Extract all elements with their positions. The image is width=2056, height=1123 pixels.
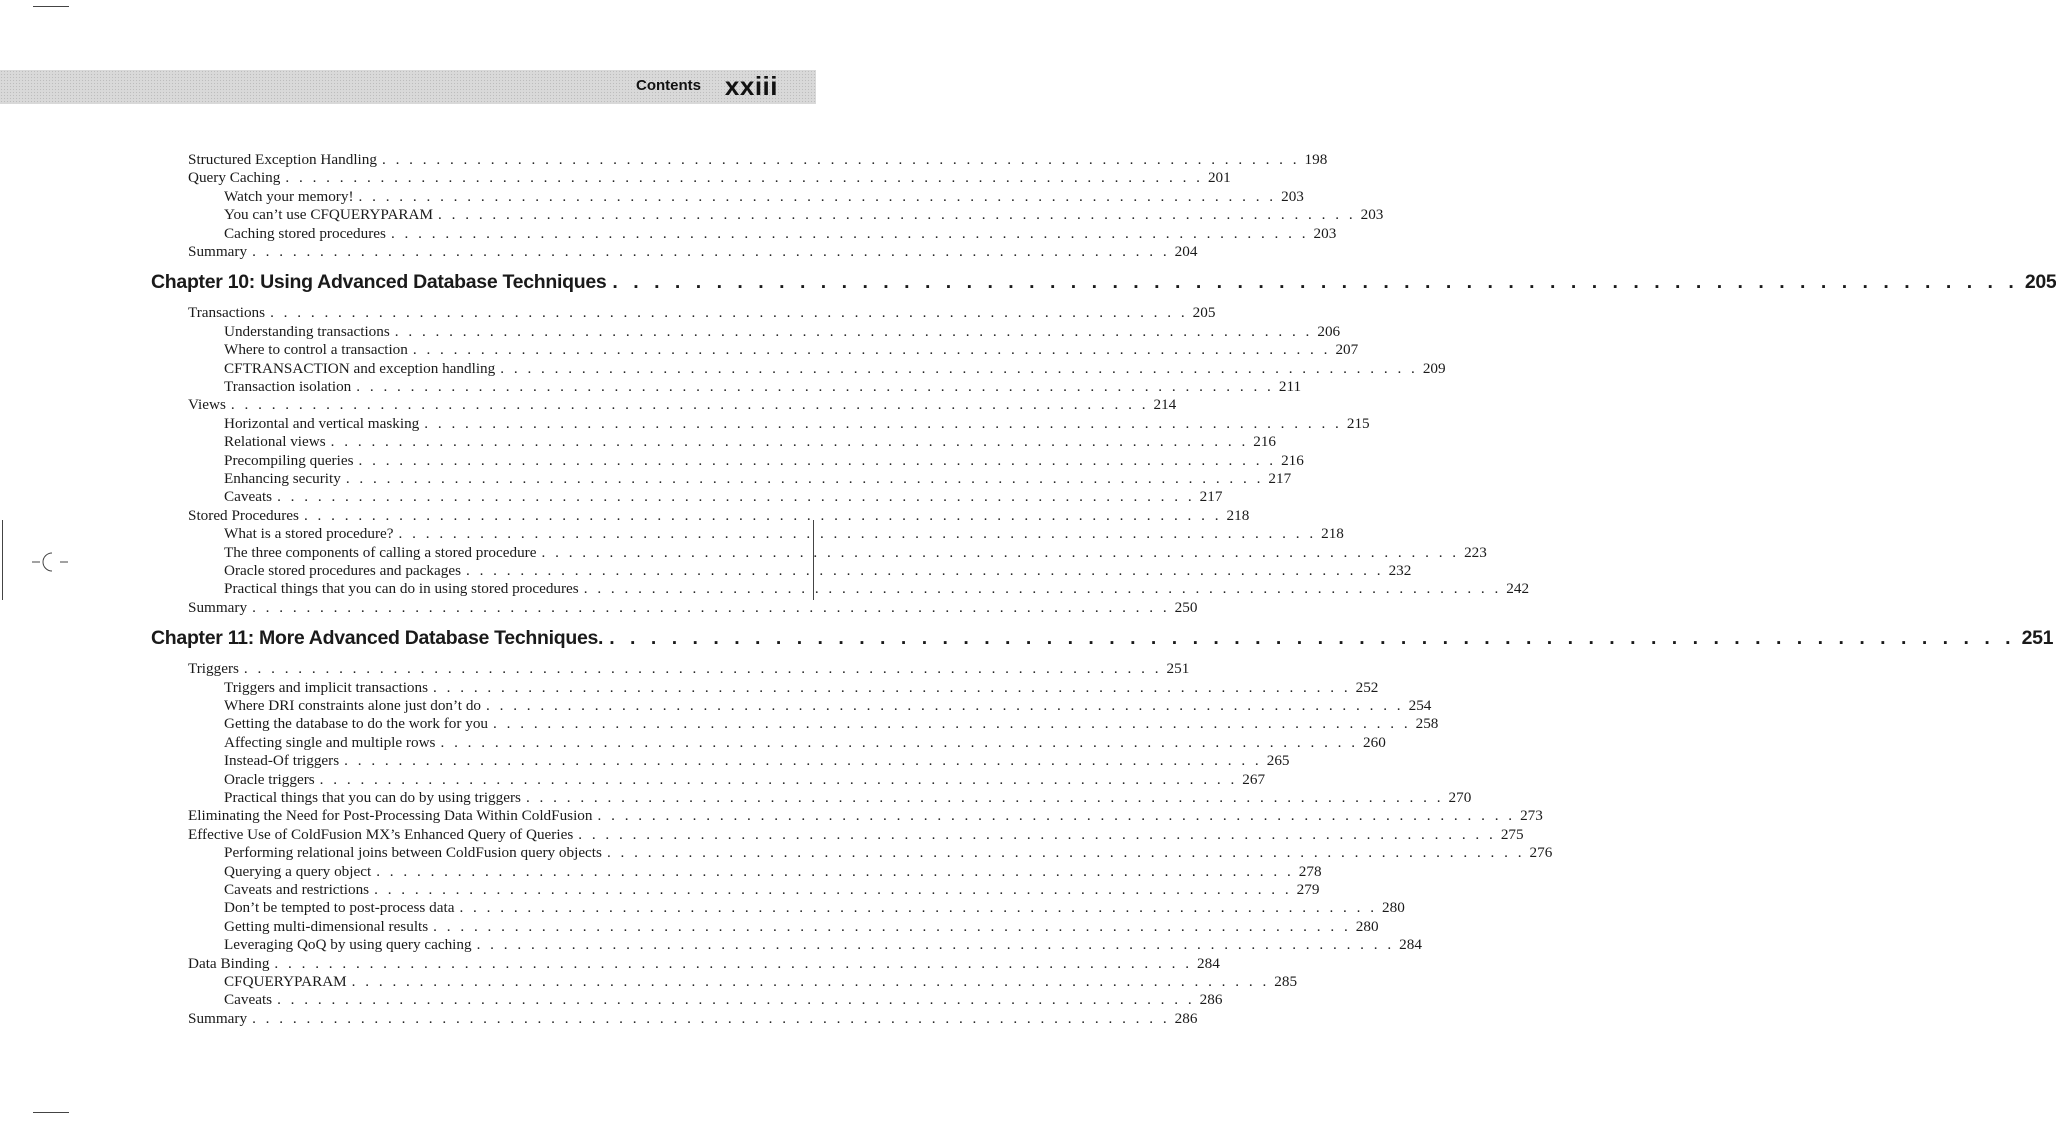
entry-title: Where to control a transaction [224,341,408,359]
dot-leader: . . . . . . . . . . . . . . . . . . . . . . . . . . . . . . . . . . . . . . . . . . . . . . . . . . . . . . . . . . . . . . . . . . . . [541,543,1460,561]
entry-title: Chapter 11: More Advanced Database Techniques. [151,627,604,650]
entry-page-number: 251 [1166,660,1190,678]
toc-subsection-entry [224,414,1370,433]
entry-page-number: 280 [1355,917,1379,935]
entry-title: Caveats [224,488,273,506]
toc-subsection-entry [224,322,1341,341]
toc-section-entry [188,304,1216,322]
entry-page-number: 201 [1207,169,1231,187]
toc-subsection-entry [224,678,1379,697]
entry-title: Oracle stored procedures and packages [224,562,461,579]
entry-page-number: 206 [1317,322,1341,340]
dot-leader: . . . . . . . . . . . . . . . . . . . . . . . . . . . . . . . . . . . . . . . . . . . . . . . . . . . . . . . . . . . . . . . . . . . . [358,187,1277,205]
entry-title: CFQUERYPARAM [224,973,347,990]
entry-title: Stored Procedures [188,506,299,524]
toc-subsection-entry [224,770,1266,789]
chapter-heading [151,270,2056,294]
toc-subsection-entry [224,844,1553,862]
toc-section-entry [188,825,1524,844]
toc-section-entry [188,660,1190,678]
entry-title: Getting the database to do the work for you [224,715,489,733]
dot-leader: . . . . . . . . . . . . . . . . . . . . . . . . . . . . . . . . . . . . . . . . . . . . . . . . . . . . . . . . . . . . . . . . . . . . [433,917,1351,935]
entry-page-number: 278 [1298,862,1322,880]
entry-title: Triggers and implicit transactions [224,678,429,696]
entry-page-number: 279 [1296,881,1320,898]
entry-page-number: 207 [1335,341,1359,359]
chapter-heading [151,626,2054,650]
toc-subsection-entry [224,433,1277,451]
entry-page-number: 254 [1408,697,1432,714]
crop-mark-top-left [33,6,69,7]
entry-page-number: 204 [1174,243,1198,260]
entry-title: Summary [188,243,248,260]
dot-leader: . . . . . . . . . . . . . . . . . . . . . . . . . . . . . . . . . . . . . . . . . . . . . . . . . . . . . . . . . . . . . . . . . . . . [243,660,1162,678]
dot-leader: . . . . . . . . . . . . . . . . . . . . . . . . . . . . . . . . . . . . . . . . . . . . . . . . . . . . . . . . . . . . . . . . . . . . [459,899,1378,917]
entry-page-number: 232 [1388,562,1412,579]
dot-leader: . . . . . . . . . . . . . . . . . . . . . . . . . . . . . . . . . . . . . . . . . . . . . . . . . . . . . . . . . . . . . . . . . . . . [344,752,1262,770]
dot-leader: . . . . . . . . . . . . . . . . . . . . . . . . . . . . . . . . . . . . . . . . . . . . . . . . . . . . . . . . . . . . . . . . . . . . [525,789,1444,806]
entry-page-number: 218 [1226,506,1250,524]
dot-leader: . . . . . . . . . . . . . . . . . . . . . . . . . . . . . . . . . . . . . . . . . . . . . . . . . . . . . . . . . . . . . . . . . . . . [390,224,1309,242]
dot-leader: . . . . . . . . . . . . . . . . . . . . . . . . . . . . . . . . . . . . . . . . . . . . . . . . . . . . . . . . . . . . . . . . . . . . [394,322,1313,340]
toc-subsection-entry [224,733,1386,752]
entry-page-number: 223 [1464,543,1487,561]
page-number: xxiii [724,71,778,101]
toc-subsection-entry [224,359,1446,378]
entry-title: Eliminating the Need for Post-Processing Data Within ColdFusion [188,807,593,825]
entry-title: Caching stored procedures [224,224,386,242]
entry-page-number: 250 [1174,598,1198,616]
dot-leader: . . . . . . . . . . . . . . . . . . . . . . . . . . . . . . . . . . . . . . . . . . . . . . . . . . . . . . . . . . . . . . . . . . . . [285,169,1203,187]
entry-page-number: 211 [1278,378,1302,395]
entry-page-number: 251 [2021,627,2054,650]
dot-leader: . . . . . . . . . . . . . . . . . . . . . . . . . . . . . . . . . . . . . . . . . . . . . . . . . . . . . . . . . . . . . . . . . . . . [277,488,1195,506]
dot-leader: . . . . . . . . . . . . . . . . . . . . . . . . . . . . . . . . . . . . . . . . . . . . . . . . . . . . . . . . . . . . . . . . . . . . [412,341,1331,359]
entry-page-number: 203 [1360,206,1384,224]
entry-page-number: 286 [1174,1009,1198,1027]
dot-leader: . . . . . . . . . . . . . . . . . . . . . . . . . . . . . . . . . . . . . . . . . . . . . . . . . . . . . . . . . . . . . . . . . . . . [440,733,1359,751]
entry-page-number: 218 [1321,525,1344,543]
entry-page-number: 217 [1199,488,1223,506]
toc-subsection-entry [224,973,1298,991]
toc-section-entry [188,151,1328,169]
toc-subsection-entry [224,187,1304,206]
entry-page-number: 216 [1253,433,1277,451]
entry-page-number: 270 [1448,789,1472,806]
toc-section-entry [188,243,1198,261]
dot-leader: . . . . . . . . . . . . . . . . . . . . . . . . . . . . . . . . . . . . . . . . . . . . . . . . . . . . . . . . . . . . . . . . . . . . [465,562,1384,579]
dot-leader: . . . . . . . . . . . . . . . . . . . . . . . . . . . . . . . . . . . . . . . . . . . . . . . . . . . . . . . . . . . . . . . . . . . . [330,433,1249,451]
entry-title: Triggers [188,660,239,678]
crop-mark-left [2,520,3,600]
toc-subsection-entry [224,697,1432,715]
toc-subsection-entry [224,917,1379,936]
toc-subsection-entry [224,936,1422,954]
toc-subsection-entry [224,224,1337,243]
entry-title: Horizontal and vertical masking [224,414,420,432]
entry-page-number: 242 [1506,580,1530,598]
toc-section-entry [188,598,1198,617]
toc-subsection-entry [224,899,1405,917]
entry-page-number: 216 [1281,451,1304,469]
running-head-title: Contents [636,77,701,94]
dot-leader: . . . . . . . . . . . . . . . . . . . . . . . . . . . . . . . . . . . . . . . . . . . . . . . . . . . . . . . . . . . . . . . . . . . . [433,678,1351,696]
toc-subsection-entry [224,580,1530,598]
entry-page-number: 258 [1415,715,1439,733]
toc-subsection-entry [224,715,1439,733]
toc-subsection-entry [224,488,1223,506]
entry-title: Caveats and restrictions [224,881,370,898]
dot-leader: . . . . . . . . . . . . . . . . . . . . . . . . . . . . . . . . . . . . . . . . . . . . . . . . . . . . . . . . . . . . . . . . . . . . [500,359,1418,377]
entry-title: Enhancing security [224,470,341,487]
entry-page-number: 267 [1242,770,1266,788]
toc-section-entry [188,506,1250,525]
entry-page-number: 198 [1304,151,1328,168]
dot-leader: . . . . . . . . . . . . . . . . . . . . . . . . . . . . . . . . . . . . . . . . . . . . . . . . . . . . . . . . . . . . . . . . . . . . [476,936,1395,954]
dot-leader: . . . . . . . . . . . . . . . . . . . . . . . . . . . . . . . . . . . . . . . . . . . . . . . . . . . . . . . . . . . . . . . . . . . . [376,862,1294,880]
entry-page-number: 284 [1197,954,1220,972]
entry-page-number: 276 [1529,844,1553,862]
dot-leader: . . . . . . . . . . . . . . . . . . . . . . . . . . . . . . . . . . . . . . . . . . . . . . . . . . . . . . . . . . . . . . . . . . . . [351,973,1270,990]
dot-leader: . . . . . . . . . . . . . . . . . . . . . . . . . . . . . . . . . . . . . . . . . . . . . . . . . . . . . . . . . . . . . . . . . . . . [612,271,2019,294]
dot-leader: . . . . . . . . . . . . . . . . . . . . . . . . . . . . . . . . . . . . . . . . . . . . . . . . . . . . . . . . . . . . . . . . . . . . [398,525,1317,543]
toc-section-entry [188,396,1177,414]
entry-title: Watch your memory! [224,187,354,205]
entry-title: Chapter 10: Using Advanced Database Techniques [151,271,607,294]
entry-page-number: 284 [1399,936,1422,954]
dot-leader: . . . . . . . . . . . . . . . . . . . . . . . . . . . . . . . . . . . . . . . . . . . . . . . . . . . . . . . . . . . . . . . . . . . . [438,206,1356,224]
toc-subsection-entry [224,525,1344,543]
entry-title: Practical things that you can do in using stored procedures [224,580,579,598]
toc-subsection-entry [224,341,1359,359]
dot-leader: . . . . . . . . . . . . . . . . . . . . . . . . . . . . . . . . . . . . . . . . . . . . . . . . . . . . . . . . . . . . . . . . . . . . [424,414,1342,432]
toc-subsection-entry [224,451,1304,470]
entry-title: Transaction isolation [224,378,352,395]
entry-page-number: 273 [1520,807,1543,825]
entry-title: Views [188,396,226,414]
entry-title: Affecting single and multiple rows [224,733,436,751]
dot-leader: . . . . . . . . . . . . . . . . . . . . . . . . . . . . . . . . . . . . . . . . . . . . . . . . . . . . . . . . . . . . . . . . . . . . [277,991,1195,1009]
crop-mark-bottom-left [33,1112,69,1113]
entry-page-number: 280 [1382,899,1405,917]
toc-subsection-entry [224,543,1487,562]
toc-section-entry [188,169,1231,187]
entry-page-number: 260 [1363,733,1386,751]
entry-title: Leveraging QoQ by using query caching [224,936,472,954]
dot-leader: . . . . . . . . . . . . . . . . . . . . . . . . . . . . . . . . . . . . . . . . . . . . . . . . . . . . . . . . . . . . . . . . . . . . [319,770,1238,788]
dot-leader: . . . . . . . . . . . . . . . . . . . . . . . . . . . . . . . . . . . . . . . . . . . . . . . . . . . . . . . . . . . . . . . . . . . . [252,243,1170,260]
entry-title: Caveats [224,991,273,1009]
registration-mark-icon [30,548,70,574]
entry-title: Structured Exception Handling [188,151,377,168]
toc-subsection-entry [224,881,1320,899]
entry-page-number: 214 [1153,396,1177,414]
dot-leader: . . . . . . . . . . . . . . . . . . . . . . . . . . . . . . . . . . . . . . . . . . . . . . . . . . . . . . . . . . . . . . . . . . . . [270,304,1188,322]
entry-page-number: 209 [1422,359,1446,377]
entry-page-number: 203 [1313,224,1337,242]
entry-page-number: 203 [1281,187,1304,205]
entry-title: Instead-Of triggers [224,752,340,770]
dot-leader: . . . . . . . . . . . . . . . . . . . . . . . . . . . . . . . . . . . . . . . . . . . . . . . . . . . . . . . . . . . . . . . . . . . . [252,598,1170,616]
dot-leader: . . . . . . . . . . . . . . . . . . . . . . . . . . . . . . . . . . . . . . . . . . . . . . . . . . . . . . . . . . . . . . . . . . . . [493,715,1411,733]
entry-title: Practical things that you can do by using triggers [224,789,521,806]
entry-title: CFTRANSACTION and exception handling [224,359,496,377]
dot-leader: . . . . . . . . . . . . . . . . . . . . . . . . . . . . . . . . . . . . . . . . . . . . . . . . . . . . . . . . . . . . . . . . . . . . [374,881,1292,898]
entry-page-number: 215 [1346,414,1370,432]
dot-leader: . . . . . . . . . . . . . . . . . . . . . . . . . . . . . . . . . . . . . . . . . . . . . . . . . . . . . . . . . . . . . . . . . . . . [578,825,1496,843]
entry-title: Effective Use of ColdFusion MX’s Enhanced Query of Queries [188,825,574,843]
entry-title: Summary [188,1009,248,1027]
dot-leader: . . . . . . . . . . . . . . . . . . . . . . . . . . . . . . . . . . . . . . . . . . . . . . . . . . . . . . . . . . . . . . . . . . . . [486,697,1404,714]
toc-subsection-entry [224,470,1292,488]
dot-leader: . . . . . . . . . . . . . . . . . . . . . . . . . . . . . . . . . . . . . . . . . . . . . . . . . . . . . . . . . . . . . . . . . . . . [230,396,1149,414]
toc-subsection-entry [224,206,1384,224]
dot-leader: . . . . . . . . . . . . . . . . . . . . . . . . . . . . . . . . . . . . . . . . . . . . . . . . . . . . . . . . . . . . . . . . . . . . [252,1009,1170,1027]
dot-leader: . . . . . . . . . . . . . . . . . . . . . . . . . . . . . . . . . . . . . . . . . . . . . . . . . . . . . . . . . . . . . . . . . . . . [597,807,1516,825]
entry-title: Summary [188,598,248,616]
entry-title: Performing relational joins between ColdFusion query objects [224,844,602,862]
dot-leader: . . . . . . . . . . . . . . . . . . . . . . . . . . . . . . . . . . . . . . . . . . . . . . . . . . . . . . . . . . . . . . . . . . . . [274,954,1192,972]
entry-title: You can’t use CFQUERYPARAM [224,206,434,224]
entry-title: Query Caching [188,169,281,187]
entry-title: What is a stored procedure? [224,525,394,543]
dot-leader: . . . . . . . . . . . . . . . . . . . . . . . . . . . . . . . . . . . . . . . . . . . . . . . . . . . . . . . . . . . . . . . . . . . . [381,151,1300,168]
dot-leader: . . . . . . . . . . . . . . . . . . . . . . . . . . . . . . . . . . . . . . . . . . . . . . . . . . . . . . . . . . . . . . . . . . . . [303,506,1222,524]
entry-title: The three components of calling a stored procedure [224,543,537,561]
entry-title: Querying a query object [224,862,372,880]
entry-page-number: 217 [1268,470,1292,487]
dot-leader: . . . . . . . . . . . . . . . . . . . . . . . . . . . . . . . . . . . . . . . . . . . . . . . . . . . . . . . . . . . . . . . . . . . . [609,627,2016,650]
toc-subsection-entry [224,862,1322,881]
dot-leader: . . . . . . . . . . . . . . . . . . . . . . . . . . . . . . . . . . . . . . . . . . . . . . . . . . . . . . . . . . . . . . . . . . . . [583,580,1502,598]
toc-section-entry [188,954,1220,973]
entry-page-number: 286 [1199,991,1223,1009]
entry-title: Data Binding [188,954,270,972]
entry-page-number: 275 [1500,825,1524,843]
toc-subsection-entry [224,789,1472,807]
toc-section-entry [188,1009,1198,1028]
entry-title: Getting multi-dimensional results [224,917,429,935]
entry-title: Transactions [188,304,266,322]
entry-title: Understanding transactions [224,322,390,340]
entry-title: Relational views [224,433,326,451]
toc-subsection-entry [224,991,1223,1009]
entry-page-number: 265 [1266,752,1290,770]
toc-subsection-entry [224,378,1302,396]
toc-section-entry [188,807,1543,825]
dot-leader: . . . . . . . . . . . . . . . . . . . . . . . . . . . . . . . . . . . . . . . . . . . . . . . . . . . . . . . . . . . . . . . . . . . . [358,451,1277,469]
entry-title: Don’t be tempted to post-process data [224,899,455,917]
entry-page-number: 205 [2024,271,2056,294]
entry-page-number: 252 [1355,678,1379,696]
dot-leader: . . . . . . . . . . . . . . . . . . . . . . . . . . . . . . . . . . . . . . . . . . . . . . . . . . . . . . . . . . . . . . . . . . . . [606,844,1525,862]
toc-subsection-entry [224,752,1290,770]
toc-subsection-entry [224,562,1412,580]
dot-leader: . . . . . . . . . . . . . . . . . . . . . . . . . . . . . . . . . . . . . . . . . . . . . . . . . . . . . . . . . . . . . . . . . . . . [356,378,1274,395]
entry-title: Where DRI constraints alone just don’t do [224,697,482,714]
entry-title: Precompiling queries [224,451,354,469]
entry-page-number: 285 [1274,973,1298,990]
entry-page-number: 205 [1192,304,1216,322]
entry-title: Oracle triggers [224,770,315,788]
dot-leader: . . . . . . . . . . . . . . . . . . . . . . . . . . . . . . . . . . . . . . . . . . . . . . . . . . . . . . . . . . . . . . . . . . . . [345,470,1264,487]
